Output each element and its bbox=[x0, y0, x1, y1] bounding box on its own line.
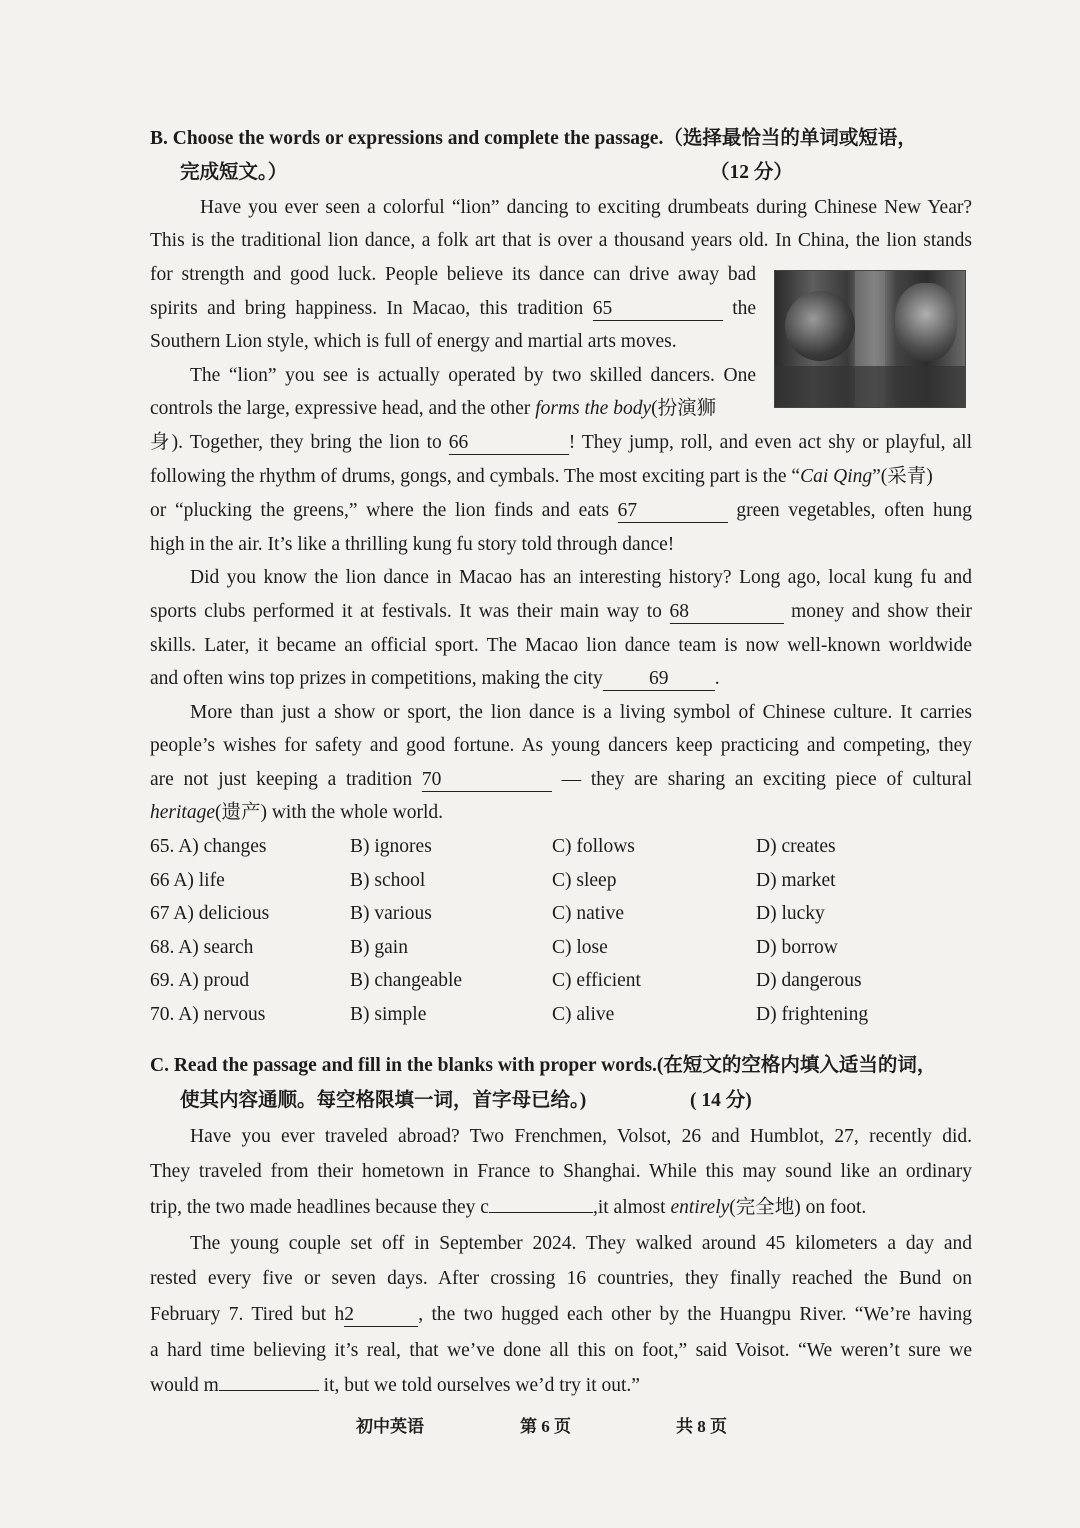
passage-c-line: rested every five or seven days. After crossing 16 countries, they finally reached the Bund on bbox=[150, 1268, 972, 1289]
blank-67[interactable]: 67 bbox=[618, 500, 728, 523]
section-c-title-cn2: 使其内容通顺。每空格限填一词，首字母已给。) bbox=[180, 1090, 587, 1111]
option-c[interactable]: C) lose bbox=[552, 937, 608, 958]
option-a[interactable]: A) proud bbox=[178, 970, 250, 991]
section-b-title-line2 bbox=[180, 158, 793, 188]
passage-b-line: heritage(遗产) with the whole world. bbox=[150, 802, 443, 823]
section-c-title-line2 bbox=[180, 1086, 780, 1116]
blank-70[interactable]: 70 bbox=[422, 769, 552, 792]
blank-c2[interactable]: 2 bbox=[344, 1304, 418, 1327]
passage-c-line: would m it, but we told ourselves we’d try it out.” bbox=[150, 1375, 640, 1396]
lion-dance-photo bbox=[774, 270, 966, 408]
footer-subject: 初中英语 bbox=[356, 1417, 424, 1436]
passage-b-line: spirits and bring happiness. In Macao, this tradition 65 the bbox=[150, 298, 757, 319]
passage-b-line: This is the traditional lion dance, a folk art that is over a thousand years old. In China, the lion stands bbox=[150, 230, 972, 251]
passage-c-line: Have you ever traveled abroad? Two Frenchmen, Volsot, 26 and Humblot, 27, recently did. bbox=[190, 1126, 972, 1147]
option-b[interactable]: B) changeable bbox=[350, 970, 463, 991]
passage-b-line: or “plucking the greens,” where the lion finds and eats 67 green vegetables, often hung bbox=[150, 500, 972, 521]
option-c[interactable]: C) sleep bbox=[552, 870, 617, 891]
passage-b-line: high in the air. It’s like a thrilling kung fu story told through dance! bbox=[150, 534, 675, 555]
option-a[interactable]: A) search bbox=[178, 937, 254, 958]
passage-b-line: More than just a show or sport, the lion dance is a living symbol of Chinese culture. It carries bbox=[190, 702, 972, 723]
option-d[interactable]: D) dangerous bbox=[756, 970, 862, 991]
option-d[interactable]: D) creates bbox=[756, 836, 836, 857]
option-d[interactable]: D) frightening bbox=[756, 1004, 869, 1025]
section-b-title bbox=[150, 124, 972, 154]
option-b[interactable]: B) ignores bbox=[350, 836, 432, 857]
blank-c3[interactable] bbox=[219, 1390, 319, 1391]
blank-65[interactable]: 65 bbox=[593, 298, 723, 321]
passage-b-line: Southern Lion style, which is full of energy and martial arts moves. bbox=[150, 331, 677, 352]
passage-b-line: 身). Together, they bring the lion to 66 ! They jump, roll, and even act shy or playful, all bbox=[150, 432, 973, 453]
option-b[interactable]: B) various bbox=[350, 903, 432, 924]
option-row-66: 66 A) life bbox=[150, 870, 225, 891]
passage-c-line: a hard time believing it’s real, that we’ve done all this on foot,” said Voisot. “We weren’t sure we bbox=[150, 1340, 972, 1361]
section-b-title-cn2: 完成短文。） bbox=[180, 162, 288, 183]
option-row-68: 68. A) search bbox=[150, 937, 254, 958]
option-row-65: 65. A) changes bbox=[150, 836, 267, 857]
passage-c-line: They traveled from their hometown in France to Shanghai. While this may sound like an ordinary bbox=[150, 1161, 972, 1182]
blank-68[interactable]: 68 bbox=[670, 601, 784, 624]
option-row-67: 67 A) delicious bbox=[150, 903, 270, 924]
option-d[interactable]: D) market bbox=[756, 870, 836, 891]
option-a[interactable]: A) changes bbox=[178, 836, 267, 857]
section-c-title-en: C. Read the passage and fill in the blanks with proper words. bbox=[150, 1055, 657, 1076]
passage-b-line: skills. Later, it became an official sport. The Macao lion dance team is now well-known worldwide bbox=[150, 635, 972, 656]
option-a[interactable]: A) delicious bbox=[173, 903, 270, 924]
option-d[interactable]: D) borrow bbox=[756, 937, 838, 958]
passage-c-line: The young couple set off in September 2024. They walked around 45 kilometers a day and bbox=[190, 1233, 972, 1254]
passage-b-line: sports clubs performed it at festivals. It was their main way to 68 money and show their bbox=[150, 601, 973, 622]
section-b-title-en: B. Choose the words or expressions and complete the passage. bbox=[150, 128, 664, 149]
passage-b-line: controls the large, expressive head, and the other forms the body(扮演狮 bbox=[150, 398, 717, 419]
footer-page: 第 6 页 bbox=[520, 1417, 571, 1436]
option-a[interactable]: A) nervous bbox=[178, 1004, 266, 1025]
option-c[interactable]: C) alive bbox=[552, 1004, 615, 1025]
passage-b-line: The “lion” you see is actually operated by two skilled dancers. One bbox=[190, 365, 756, 386]
option-row-69: 69. A) proud bbox=[150, 970, 250, 991]
section-c-title bbox=[150, 1051, 972, 1081]
option-b[interactable]: B) school bbox=[350, 870, 426, 891]
passage-b-line: and often wins top prizes in competitions, making the city 69 . bbox=[150, 668, 720, 689]
option-c[interactable]: C) native bbox=[552, 903, 625, 924]
passage-c-line: February 7. Tired but h2 , the two hugged each other by the Huangpu River. “We’re having bbox=[150, 1304, 973, 1325]
section-b-score: （12 分） bbox=[710, 162, 793, 183]
passage-c-line: trip, the two made headlines because they c ,it almost entirely(完全地) on foot. bbox=[150, 1197, 867, 1218]
passage-b-line: people’s wishes for safety and good fortune. As young dancers keep practicing and competing, they bbox=[150, 735, 972, 756]
passage-b-line: Have you ever seen a colorful “lion” dancing to exciting drumbeats during Chinese New Year? bbox=[200, 197, 972, 218]
passage-b-line: for strength and good luck. People believe its dance can drive away bad bbox=[150, 264, 756, 285]
passage-b-line: Did you know the lion dance in Macao has an interesting history? Long ago, local kung fu and bbox=[190, 567, 972, 588]
passage-b-line: following the rhythm of drums, gongs, and cymbals. The most exciting part is the “Cai Qing”(采青) bbox=[150, 466, 933, 487]
passage-b-line: are not just keeping a tradition 70 — they are sharing an exciting piece of cultural bbox=[150, 769, 973, 790]
section-b-title-cn: （选择最恰当的单词或短语， bbox=[663, 128, 917, 149]
option-b[interactable]: B) gain bbox=[350, 937, 408, 958]
blank-c1[interactable] bbox=[489, 1212, 593, 1213]
option-b[interactable]: B) simple bbox=[350, 1004, 427, 1025]
option-c[interactable]: C) follows bbox=[552, 836, 635, 857]
section-c-title-cn: (在短文的空格内填入适当的词， bbox=[656, 1055, 937, 1076]
option-c[interactable]: C) efficient bbox=[552, 970, 641, 991]
option-a[interactable]: A) life bbox=[173, 870, 225, 891]
option-row-70: 70. A) nervous bbox=[150, 1004, 266, 1025]
footer-total: 共 8 页 bbox=[676, 1417, 727, 1436]
section-c-score: ( 14 分) bbox=[690, 1090, 752, 1111]
blank-66[interactable]: 66 bbox=[449, 432, 569, 455]
option-d[interactable]: D) lucky bbox=[756, 903, 825, 924]
blank-69[interactable]: 69 bbox=[603, 668, 715, 691]
